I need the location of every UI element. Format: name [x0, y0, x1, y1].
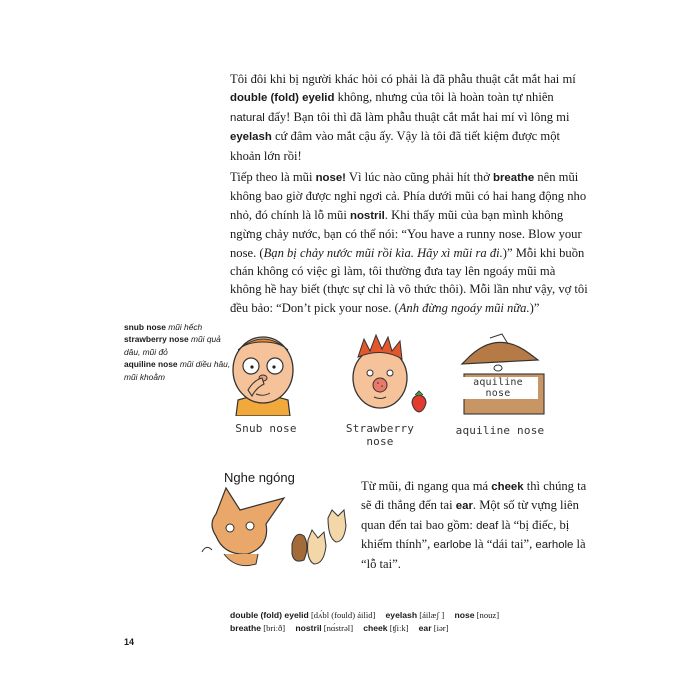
sidenote-nose-types [124, 321, 232, 383]
term-earhole: earhole [535, 539, 574, 552]
snub-nose-illustration [218, 330, 308, 416]
term-snub-nose: snub nose [124, 322, 166, 332]
term-nostril: nostril [349, 209, 385, 222]
vocab-word: eyelash [385, 610, 418, 620]
text: Từ mũi, đi ngang qua má [361, 479, 492, 493]
text: không, nhưng của tôi là hoàn toàn tự nhiên [334, 90, 554, 105]
term-strawberry-nose: strawberry nose [124, 334, 189, 345]
text: là “dái tai”, [471, 537, 536, 552]
vocab-word: cheek [363, 623, 388, 633]
term-ear: ear [455, 500, 473, 513]
label-line: Strawberry [345, 422, 415, 435]
illustration-caption: Nghe ngóng [224, 470, 295, 485]
text: )” [529, 300, 540, 315]
sign-aquiline-nose: aquiline nose [458, 377, 538, 399]
text: là “lỗ tai”. [361, 537, 586, 571]
label-aquiline-nose: aquiline nose [455, 424, 545, 437]
term-double-eyelid: double (fold) eyelid [230, 92, 335, 105]
aquiline-nose-illustration [456, 330, 546, 416]
vocab-word: nose [454, 610, 475, 620]
text: Tôi đôi khi bị người khác hỏi có phải là đã phẫu thuật cắt mắt hai mí [230, 72, 576, 86]
label-strawberry-nose [340, 422, 420, 448]
listening-cat-illustration [196, 484, 356, 574]
meaning: mũi diều hâu, mũi khoằm [124, 359, 231, 382]
text: Vì lúc nào cũng phải hít thở [345, 170, 494, 184]
text: . Một số từ vựng liên quan đến tai bao gồm: [361, 498, 579, 532]
strawberry-nose-illustration [342, 333, 432, 413]
text: . Khi thấy mũi của bạn mình không ngừng chảy nước, bạn có thể nói: “You have a runny nose. Blow your nose. ( [230, 207, 582, 260]
meaning: mũi hếch [165, 322, 203, 332]
vocab-pron: [dʌ́bl (fould) áilìd] [310, 610, 376, 620]
text: nên mũi không bao giờ được nghỉ ngơi cả. Phía dưới mũi có hai hang động nho nhỏ, đó chính là lỗ mũi [230, 170, 587, 222]
text: thì chúng ta sẽ đi thẳng đến tai [361, 479, 587, 513]
paragraph-eyelid [230, 70, 588, 165]
text: )” Mỗi khi buồn chán không có việc gì làm, tôi thường đưa tay lên ngoáy mũi mà không hề hay biết (thực sự chỉ là vô thức thôi). Mỗi lần như vậy, vợ tôi đều bảo: “Don’t pick your nose. ( [230, 245, 588, 315]
term-deaf: deaf [476, 519, 499, 532]
term-breathe: breathe [493, 172, 535, 184]
vocab-word: ear [418, 623, 432, 633]
text: cứ đâm vào mắt cậu ấy. Vậy là tôi đã tiết kiệm được một khoản lớn rồi! [230, 129, 561, 163]
term-aquiline-nose: aquiline nose [124, 359, 178, 370]
term-earlobe: earlobe [433, 539, 472, 552]
vocab-pron: [nouz] [476, 610, 500, 620]
text: là “bị điếc, bị khiếm thính”, [361, 517, 570, 552]
vocab-word: double (fold) eyelid [230, 610, 309, 620]
translation: Anh đừng ngoáy mũi nữa. [398, 300, 530, 315]
vocab-word: nostril [295, 623, 322, 633]
term-natural: natural [230, 111, 265, 124]
translation: Bạn bị chảy nước mũi rồi kìa. Hãy xì mũi ra đi. [263, 245, 503, 260]
paragraph-nose [230, 168, 588, 317]
vocab-row-2 [230, 622, 650, 635]
text: Tiếp theo là mũi [230, 170, 316, 184]
vocab-pron: [áilæʃ ] [419, 610, 445, 620]
vocab-row-1 [230, 609, 650, 622]
term-cheek: cheek [491, 481, 524, 493]
label-snub-nose: Snub nose [235, 422, 297, 435]
label-line: nose [366, 435, 394, 448]
paragraph-ear [361, 477, 588, 573]
term-eyelash: eyelash [230, 131, 272, 144]
text: đấy! Bạn tôi thì đã làm phẫu thuật cắt mắt hai mí vì lông mi [264, 109, 570, 124]
vocab-pron: [iər] [433, 623, 449, 633]
vocab-pron: [briːð] [263, 623, 286, 633]
vocab-pron: [nɑ́strəl] [323, 623, 354, 633]
meaning: mũi quả dâu, mũi đỏ [124, 334, 221, 357]
page-number: 14 [124, 637, 135, 647]
vocab-word: breathe [230, 623, 262, 633]
vocab-pron: [ʧiːk] [389, 623, 409, 633]
term-nose: nose! [315, 172, 346, 184]
